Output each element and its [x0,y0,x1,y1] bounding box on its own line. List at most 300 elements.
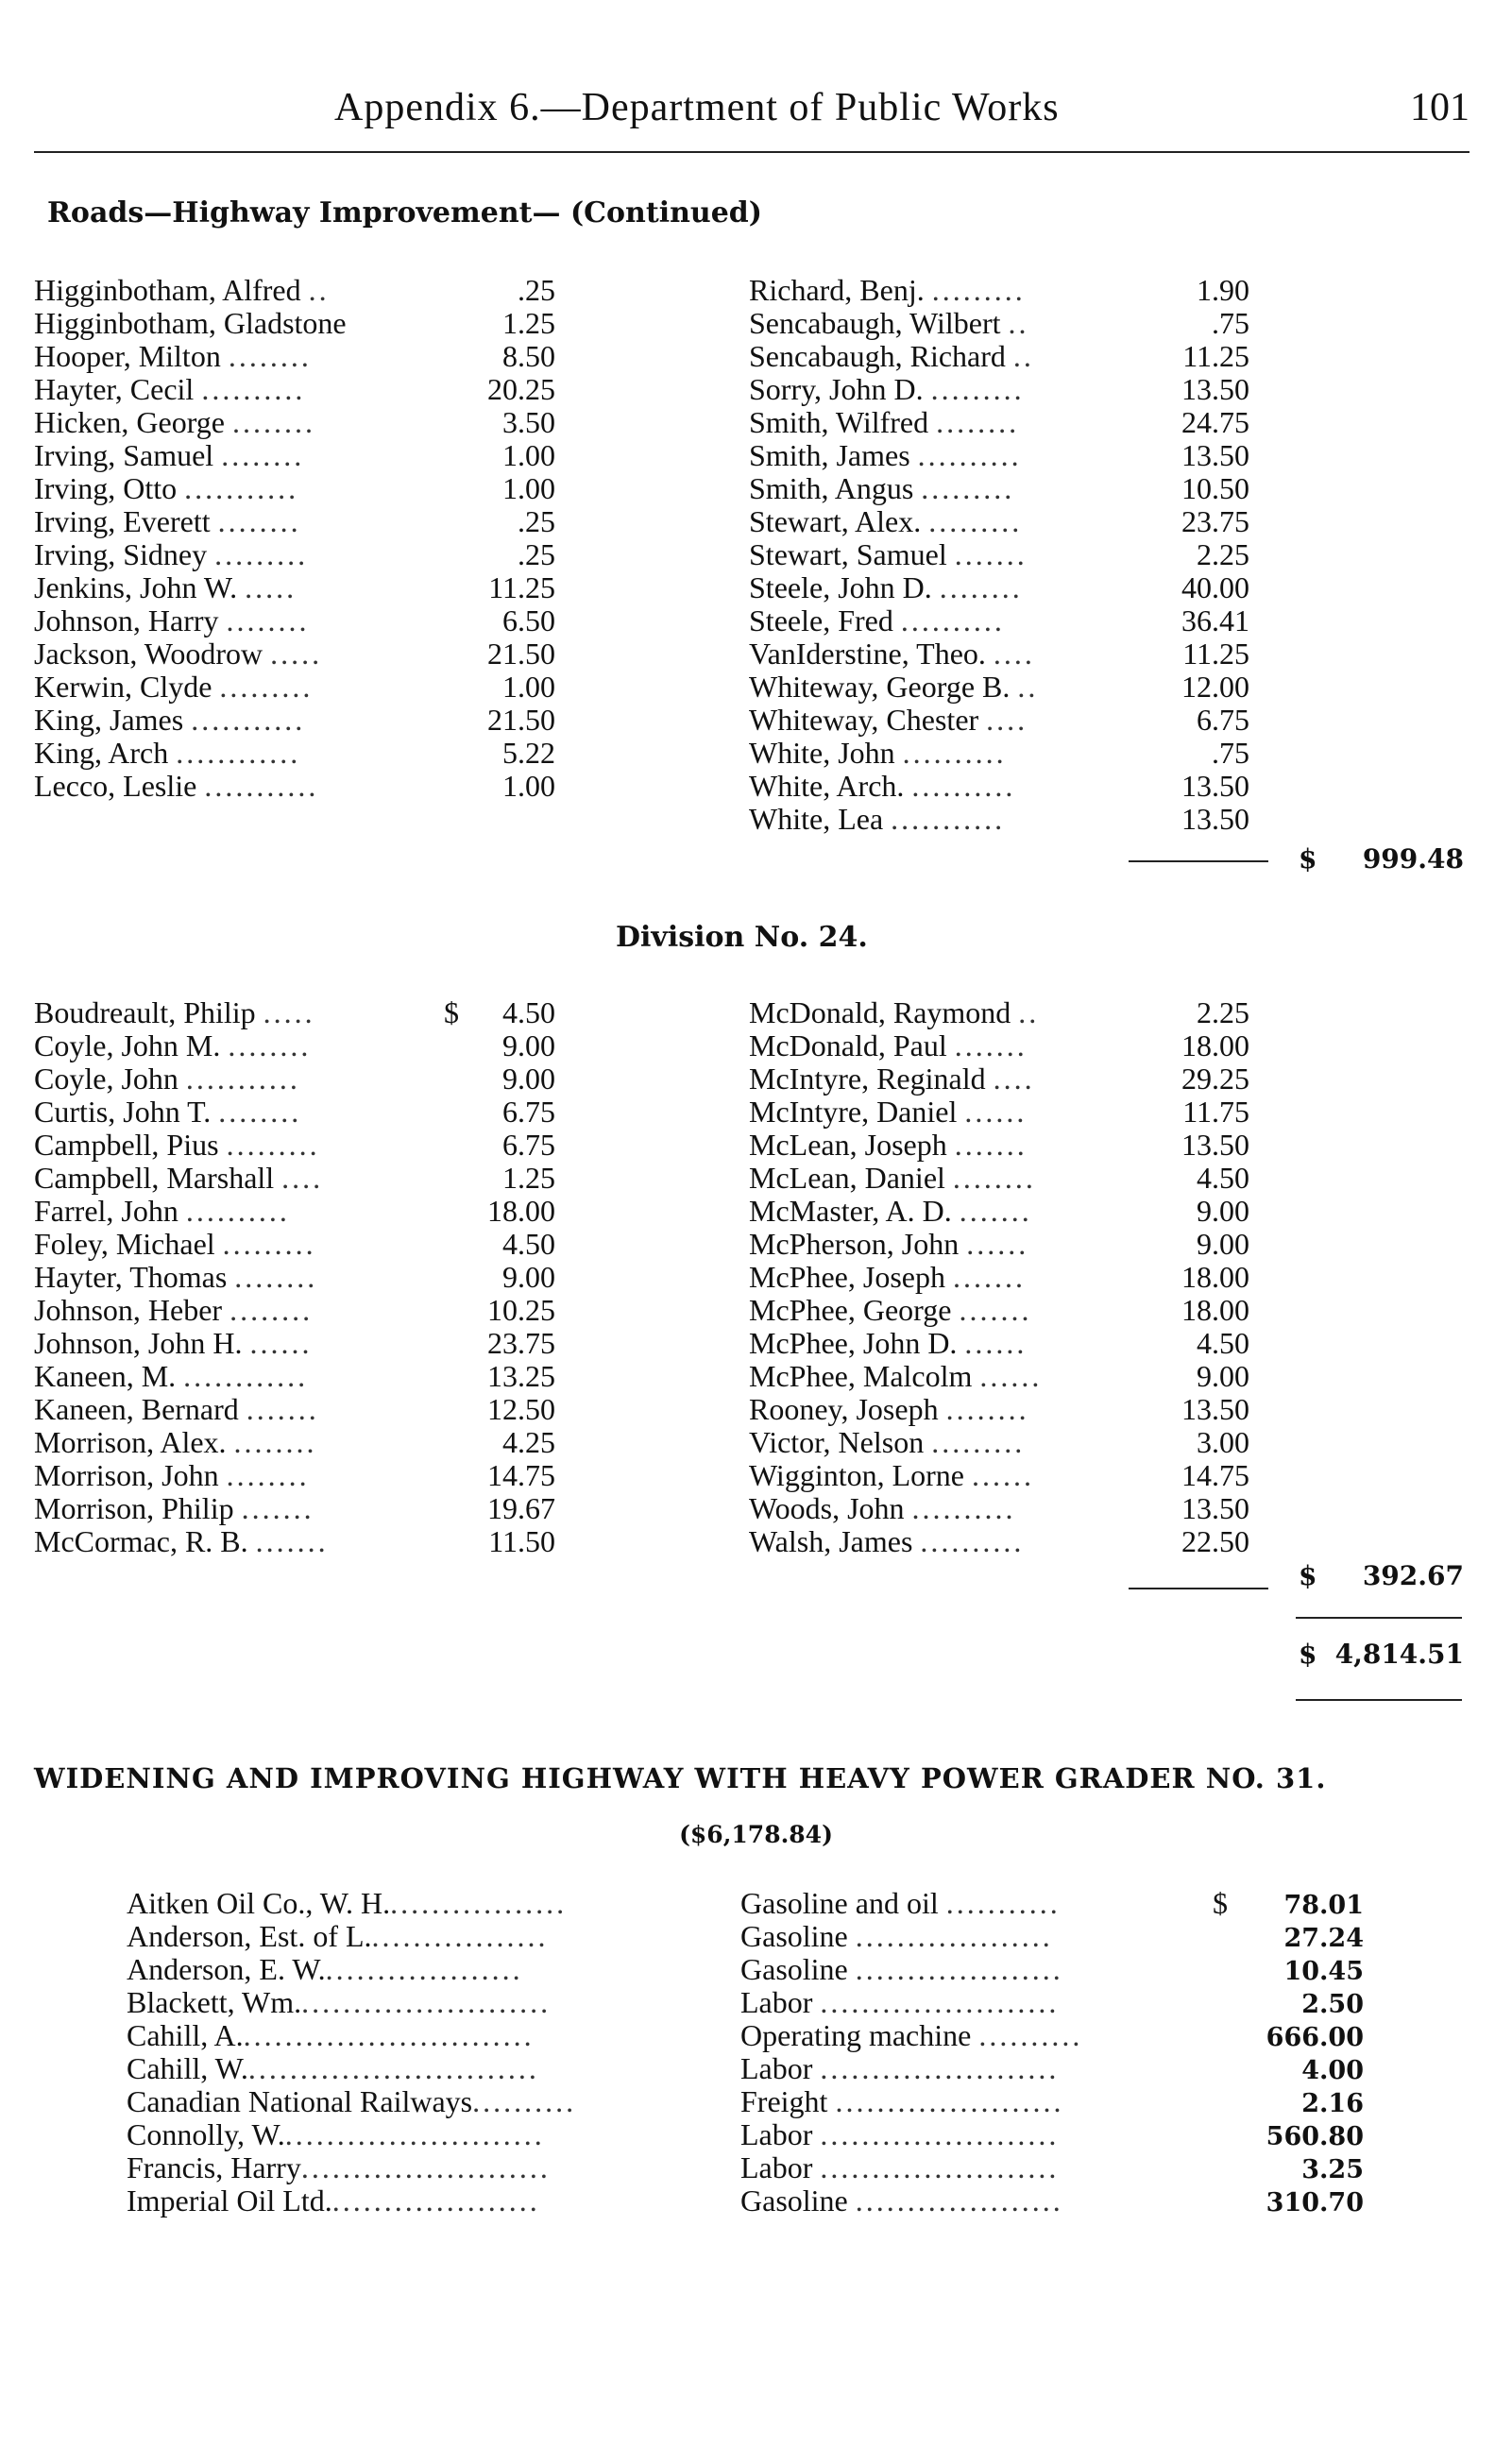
subtotal-rule [1129,860,1268,862]
payee-name-text: Morrison, Philip [34,1492,234,1525]
block2-total [1299,1560,1464,1593]
dot-leader: ........... [891,803,1006,836]
payee-name-text: Lecco, Leslie [34,770,197,803]
list-item [749,803,1249,836]
list-item [34,1327,555,1360]
amount: 1.00 [502,670,555,704]
dot-leader: ....................... [820,2052,1060,2085]
amount: 4.50 [502,1227,555,1261]
dot-leader: ........ [228,1029,312,1062]
table-row [127,2184,1364,2218]
amount: 29.25 [1181,1062,1249,1096]
payee-name-text: Steele, Fred [749,604,893,637]
payee-name-text: Johnson, John H. [34,1327,243,1360]
list-item [749,1360,1249,1393]
payee-name [749,1195,1134,1228]
payee-name [749,1062,1134,1096]
dot-leader: ....... [246,1393,319,1426]
amount: 6.50 [502,603,555,637]
list-item [34,604,555,637]
dot-leader: ....... [959,1195,1032,1228]
payee-name-text: King, Arch [34,737,169,770]
dot-leader: ......... [930,373,1025,406]
payee-name-text: Whiteway, George B. [749,671,1011,704]
amount: 1.25 [502,306,555,340]
dot-leader: ........................ [300,2151,551,2184]
payee-name [34,1162,444,1195]
table-row [127,2019,1364,2052]
payee-name-text: Johnson, Heber [34,1294,223,1327]
payee-name-text: Foley, Michael [34,1228,215,1261]
payee-name [749,770,1134,803]
payee-name-text: McPhee, Malcolm [749,1360,973,1393]
payee-name [749,307,1134,340]
payee-name [34,1426,444,1459]
dollar-sign: $ [1299,843,1317,875]
amount: 666.00 [1266,2023,1364,2052]
payee-name-text: VanIderstine, Theo. [749,637,986,671]
payee-name [34,538,444,571]
payee-name-text: Morrison, Alex. [34,1426,227,1459]
dot-leader: ........... [945,1887,1061,1920]
block1-total [1299,843,1464,876]
amount: 6.75 [1197,703,1249,737]
amount: 10.50 [1181,471,1249,505]
payee-name [749,406,1134,439]
dot-leader: ................. [371,1920,549,1953]
amount: 13.50 [1181,438,1249,472]
amount: 9.00 [502,1260,555,1294]
payee-name-text: Francis, Harry [127,2151,301,2184]
dot-leader: ..... [245,571,297,604]
list-item [749,406,1249,439]
dot-leader: ........ [234,1261,318,1294]
dot-leader: ...... [972,1459,1034,1492]
amount: 310.70 [1266,2188,1364,2218]
list-item [749,373,1249,406]
payee-name-text: Smith, Wilfred [749,406,929,439]
payee-name [127,1920,740,1953]
payee-name-text: Cahill, W. [127,2052,248,2085]
total-rule [1296,1617,1462,1619]
dot-leader: .. [1017,671,1039,704]
dot-leader: ......... [931,1426,1026,1459]
list-item [34,505,555,538]
payee-name-text: Stewart, Alex. [749,505,922,538]
payee-name-text: Smith, Angus [749,472,914,505]
payee-name [34,1195,444,1228]
payee-name [34,637,444,671]
grand-total [1299,1639,1464,1672]
expense-description [740,1920,1213,1953]
dot-leader: ........... [204,770,319,803]
dot-leader: ........ [939,571,1023,604]
dot-leader: ........ [221,439,305,472]
payee-name [749,373,1134,406]
dot-leader: ...... [964,1327,1028,1360]
payee-name-text: Whiteway, Chester [749,704,979,737]
dot-leader: .......... [902,737,1007,770]
payee-name-text: Boudreault, Philip [34,996,256,1029]
amount: 3.25 [1301,2155,1364,2184]
amount: 78.01 [1283,1891,1364,1920]
list-item [749,274,1249,307]
list-item [749,1162,1249,1195]
list-item [34,1492,555,1525]
dot-leader: ....... [255,1525,329,1558]
dot-leader: ......... [219,671,314,704]
dot-leader: .... [993,637,1035,671]
payee-name [749,274,1134,307]
dollar-sign: $ [1299,1560,1317,1591]
division-heading: Division No. 24. [616,921,868,954]
payee-name-text: King, James [34,704,184,737]
table-row [127,2118,1364,2151]
block1-left-column [34,274,555,803]
dot-leader: ........... [191,704,306,737]
amount: 13.50 [1181,1392,1249,1426]
description-text: Gasoline [740,1953,848,1986]
list-item [749,1492,1249,1525]
payee-name [749,604,1134,637]
dot-leader: .................... [331,2184,540,2218]
description-text: Labor [740,2151,813,2184]
payee-name [34,996,444,1029]
expense-description [740,2151,1213,2184]
list-item [34,1062,555,1096]
amount: 19.67 [487,1491,555,1525]
dot-leader: ....... [954,1029,1028,1062]
list-item [749,340,1249,373]
payee-name [749,538,1134,571]
amount: 12.50 [487,1392,555,1426]
dot-leader: ............ [176,737,301,770]
dot-leader: ................. [390,1887,568,1920]
amount: 13.25 [487,1359,555,1393]
dot-leader: .......... [920,1525,1025,1558]
payee-name [34,1294,444,1327]
amount: 23.75 [1181,504,1249,538]
amount: 13.50 [1181,769,1249,803]
payee-name-text: Irving, Samuel [34,439,214,472]
dot-leader: .......... [917,439,1022,472]
amount: 40.00 [1181,570,1249,604]
list-item [34,1261,555,1294]
list-item [34,737,555,770]
block1-total-value: 999.48 [1362,843,1464,875]
amount: .75 [1212,306,1249,340]
dot-leader: ......... [214,538,309,571]
dot-leader: ......... [931,274,1026,307]
running-head [34,85,1470,153]
dot-leader: ..... [263,996,315,1029]
amount: 4.50 [1197,1326,1249,1360]
grand-total-value: 4,814.51 [1334,1639,1464,1670]
payee-name [34,505,444,538]
payee-name-text: McPhee, John D. [749,1327,958,1360]
dot-leader: .. [308,274,330,307]
dollar-sign: $ [1299,1639,1317,1670]
description-text: Gasoline and oil [740,1887,939,1920]
amount: 11.25 [1182,339,1249,373]
dot-leader: ............ [183,1360,309,1393]
amount: 13.50 [1181,372,1249,406]
payee-name-text: Victor, Nelson [749,1426,925,1459]
dot-leader: ................... [325,1953,523,1986]
expense-description [740,2085,1213,2118]
list-item [749,1525,1249,1558]
list-item [749,1426,1249,1459]
dot-leader: .................... [855,2184,1063,2218]
list-item [34,571,555,604]
payee-name [34,1459,444,1492]
list-item [749,1228,1249,1261]
section-heading: WIDENING AND IMPROVING HIGHWAY WITH HEAVY POWER GRADER NO. 31. [34,1762,1327,1794]
description-text: Labor [740,1986,813,2019]
list-item [34,1129,555,1162]
description-text: Labor [740,2052,813,2085]
payee-name [34,1029,444,1062]
section-label: Roads—Highway Improvement— (Continued) [47,196,762,229]
amount: 11.50 [488,1524,555,1558]
payee-name [127,2085,740,2118]
payee-name-text: Kaneen, M. [34,1360,177,1393]
amount: 9.00 [1197,1194,1249,1228]
payee-name [749,1426,1134,1459]
payee-name-text: Hooper, Milton [34,340,221,373]
dot-leader: ....................... [820,2151,1060,2184]
list-item [749,472,1249,505]
dot-leader: ...... [964,1096,1028,1129]
amount: 12.00 [1181,670,1249,704]
payee-name [749,1029,1134,1062]
dot-leader: ........................ [301,1986,552,2019]
payee-name [749,1360,1134,1393]
dot-leader: ......................... [284,2118,545,2151]
amount: 2.50 [1301,1990,1364,2019]
payee-name-text: Sencabaugh, Wilbert [749,307,1001,340]
list-item [34,1096,555,1129]
expense-description [740,1953,1213,1986]
list-item [34,996,555,1029]
payee-name [34,1360,444,1393]
payee-name-text: Rooney, Joseph [749,1393,939,1426]
payee-name [127,2019,740,2052]
dot-leader: ........ [229,1294,314,1327]
payee-name [34,472,444,505]
payee-name-text: McDonald, Raymond [749,996,1011,1029]
payee-name [749,1129,1134,1162]
list-item [749,1294,1249,1327]
description-text: Gasoline [740,1920,848,1953]
amount: 9.00 [502,1062,555,1096]
payee-name-text: Anderson, Est. of L. [127,1920,372,1953]
list-item [34,1525,555,1558]
payee-name-text: Wigginton, Lorne [749,1459,964,1492]
amount: .75 [1212,736,1249,770]
list-item [34,770,555,803]
dot-leader: .. [1012,340,1034,373]
payee-name-text: Irving, Sidney [34,538,208,571]
dot-leader: .... [986,704,1028,737]
payee-name-text: Walsh, James [749,1525,913,1558]
table-row [127,1887,1364,1920]
payee-name [34,1228,444,1261]
dot-leader: ....... [954,1129,1028,1162]
list-item [749,1129,1249,1162]
amount: 4.00 [1301,2056,1364,2085]
description-text: Labor [740,2118,813,2151]
payee-name [749,1162,1134,1195]
payee-name-text: Campbell, Pius [34,1129,219,1162]
dot-leader: ......... [921,472,1015,505]
payee-name [749,1294,1134,1327]
dot-leader: ....................... [820,2118,1060,2151]
amount: 2.16 [1301,2089,1364,2118]
expense-ledger [127,1887,1364,2218]
amount: 13.50 [1181,1128,1249,1162]
payee-name-text: Richard, Benj. [749,274,925,307]
amount: .25 [518,504,555,538]
dot-leader: ............................ [243,2019,535,2052]
dot-leader: ................... [855,1920,1053,1953]
payee-name [127,2184,740,2218]
dot-leader: ...................... [835,2085,1064,2118]
list-item [749,1393,1249,1426]
payee-name [34,406,444,439]
payee-name [749,996,1134,1029]
payee-name-text: Farrel, John [34,1195,178,1228]
payee-name-text: Sorry, John D. [749,373,924,406]
amount: 3.00 [1197,1425,1249,1459]
dot-leader: ...... [249,1327,313,1360]
payee-name [749,505,1134,538]
amount: 6.75 [502,1128,555,1162]
amount: 8.50 [502,339,555,373]
amount: 1.25 [502,1161,555,1195]
payee-name-text: Hayter, Cecil [34,373,195,406]
amount: 21.50 [487,703,555,737]
block2-left-column [34,996,555,1558]
amount: 14.75 [487,1458,555,1492]
payee-name-text: Irving, Everett [34,505,211,538]
payee-name [34,274,444,307]
dot-leader: ...... [966,1228,1029,1261]
amount: 27.24 [1283,1924,1364,1953]
list-item [34,1228,555,1261]
expense-description [740,2184,1213,2218]
list-item [34,439,555,472]
payee-name [34,340,444,373]
payee-name-text: McCormac, R. B. [34,1525,248,1558]
payee-name-text: Coyle, John [34,1062,178,1096]
payee-name-text: Imperial Oil Ltd. [127,2184,332,2218]
list-item [34,637,555,671]
table-row [127,2151,1364,2184]
payee-name [34,770,444,803]
dot-leader: ........ [233,1426,317,1459]
payee-name-text: Sencabaugh, Richard [749,340,1006,373]
amount: 4.50 [502,995,555,1029]
list-item [749,505,1249,538]
payee-name-text: Steele, John D. [749,571,932,604]
payee-name [34,1129,444,1162]
payee-name-text: Hayter, Thomas [34,1261,228,1294]
payee-name [34,737,444,770]
amount: .25 [518,273,555,307]
payee-name-text: Woods, John [749,1492,905,1525]
amount: .25 [518,537,555,571]
dot-leader: ......... [226,1129,320,1162]
dot-leader: ........ [232,406,315,439]
payee-name [34,671,444,704]
payee-name [749,1525,1134,1558]
payee-name-text: Jackson, Woodrow [34,637,263,671]
payee-name [127,1953,740,1986]
payee-name [749,1096,1134,1129]
list-item [34,406,555,439]
payee-name [34,1261,444,1294]
payee-name [127,1986,740,2019]
dot-leader: .......... [185,1195,290,1228]
payee-name-text: Anderson, E. W. [127,1953,326,1986]
payee-name [34,1327,444,1360]
dot-leader: ......... [928,505,1023,538]
list-item [749,637,1249,671]
list-item [34,373,555,406]
dot-leader: ........ [217,505,301,538]
amount: 5.22 [502,736,555,770]
payee-name [34,307,444,340]
amount: 1.00 [502,438,555,472]
payee-name-text: Cahill, A. [127,2019,244,2052]
section-subtotal: ($6,178.84) [679,1821,833,1848]
amount: 18.00 [1181,1028,1249,1062]
table-row [127,2052,1364,2085]
dot-leader: .......... [978,2019,1083,2052]
payee-name-text: Coyle, John M. [34,1029,221,1062]
amount: 9.00 [1197,1359,1249,1393]
payee-name [34,1525,444,1558]
page-title: Appendix 6.—Department of Public Works [334,86,1060,129]
list-item [749,439,1249,472]
list-item [34,538,555,571]
payee-name-text: Hicken, George [34,406,225,439]
payee-name-text: McLean, Daniel [749,1162,945,1195]
block1-right-column [749,274,1249,836]
dot-leader: ........ [226,604,310,637]
dot-leader: ....... [241,1492,314,1525]
payee-name [749,439,1134,472]
payee-name-text: McPhee, George [749,1294,952,1327]
block2-right-column [749,996,1249,1558]
amount: 18.00 [1181,1260,1249,1294]
payee-name-text: White, Arch. [749,770,905,803]
list-item [34,1459,555,1492]
amount: 11.25 [488,570,555,604]
dot-leader: ....................... [820,1986,1060,2019]
amount: 10.45 [1283,1957,1364,1986]
list-item [749,1261,1249,1294]
amount: 23.75 [487,1326,555,1360]
list-item [749,571,1249,604]
dot-leader: ........... [185,1062,300,1096]
list-item [34,340,555,373]
amount: 1.00 [502,471,555,505]
list-item [34,704,555,737]
payee-name [34,604,444,637]
amount: 11.25 [1182,637,1249,671]
